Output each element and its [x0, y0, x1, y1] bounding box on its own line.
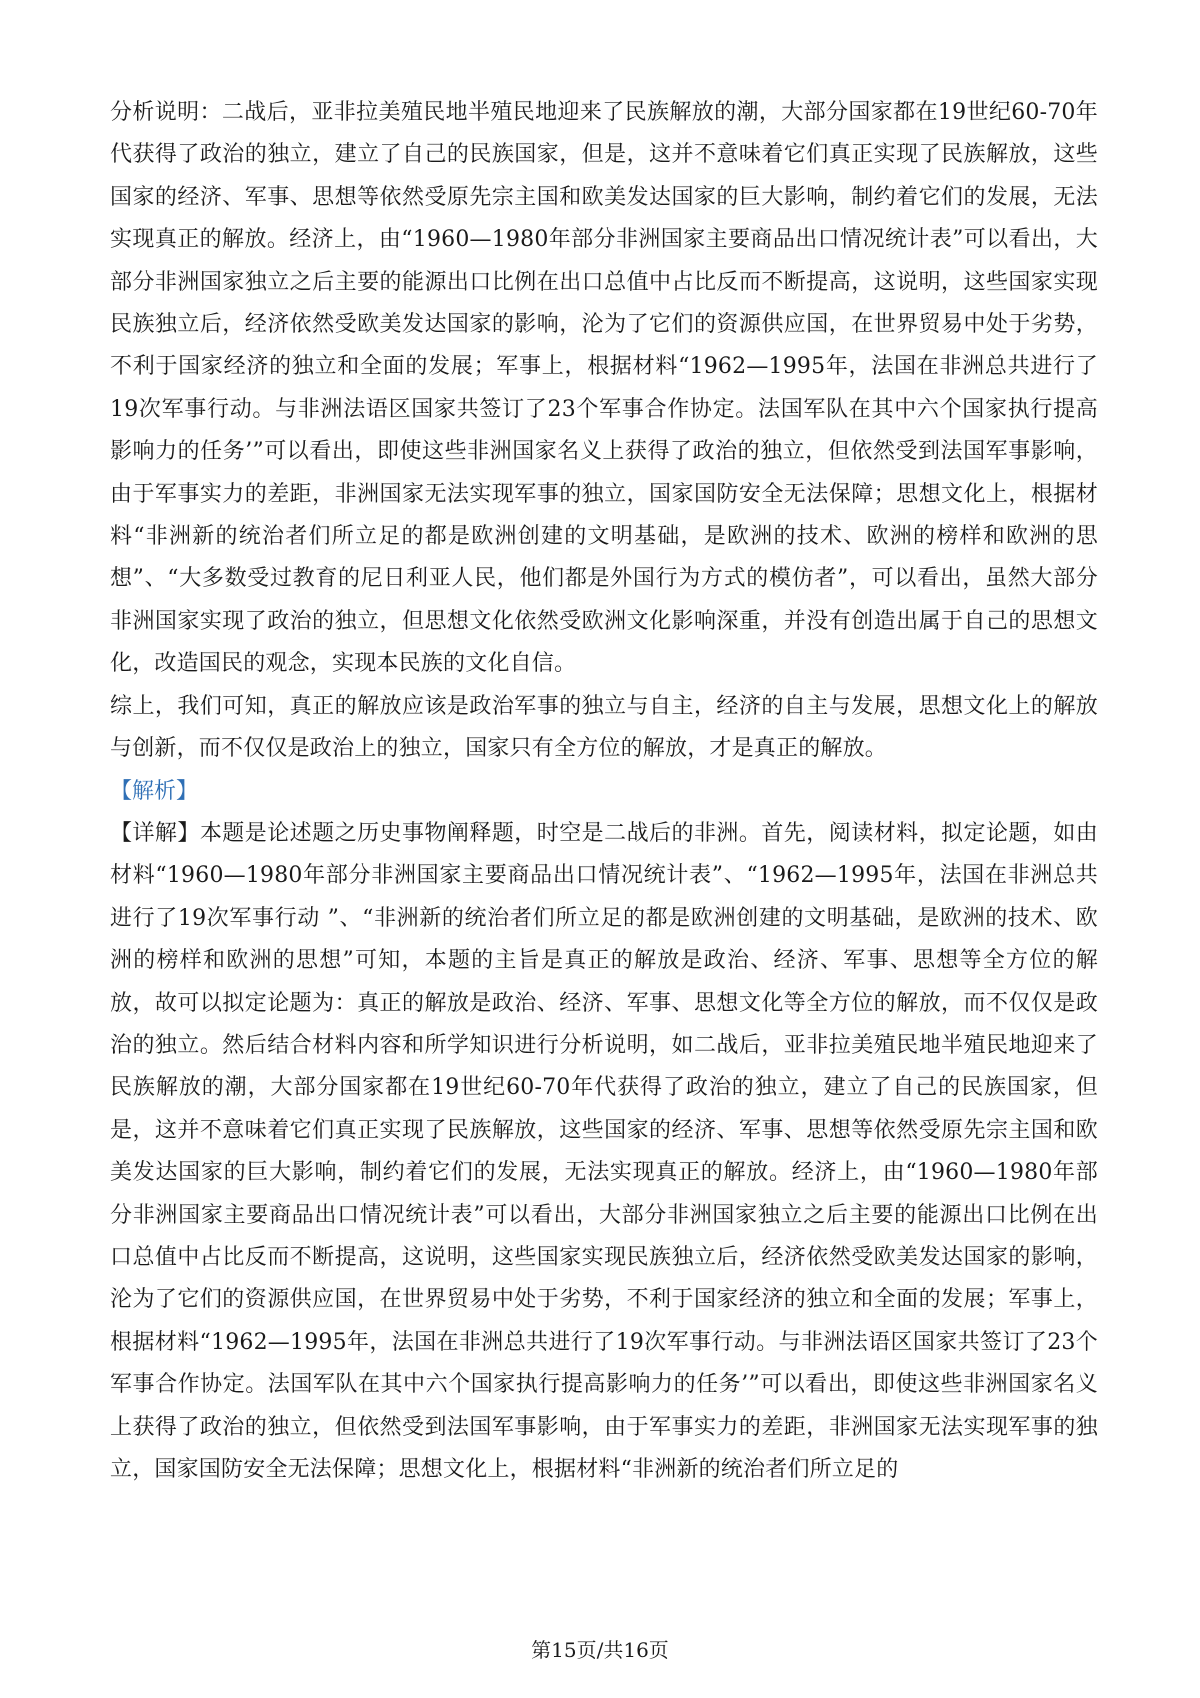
page-footer: [0, 1634, 1200, 1663]
analysis-section-label: 【解析】: [110, 778, 199, 804]
analysis-paragraph: 分析说明：二战后，亚非拉美殖民地半殖民地迎来了民族解放的潮，大部分国家都在19世纪60-70年代获得了政治的独立，建立了自己的民族国家，但是，这并不意味着它们真正实现了民族解放，这些国家的经济、军事、思想等依然受原先宗主国和欧美发达国家的巨大影响，制约着它们的发展，无法实现真正的解放。经济上，由“1960—1980年部分非洲国家主要商品出口情况统计表”可以看出，大部分非洲国家独立之后主要的能源出口比例在出口总值中占比反而不断提高，这说明，这些国家实现民族独立后，经济依然受欧美发达国家的影响，沦为了它们的资源供应国，在世界贸易中处于劣势，不利于国家经济的独立和全面的发展；军事上，根据材料“1962—1995年，法国在非洲总共进行了19次军事行动。与非洲法语区国家共签订了23个军事合作协定。法国军队在其中六个国家执行提高影响力的任务’”可以看出，即使这些非洲国家名义上获得了政治的独立，但依然受到法国军事影响，由于军事实力的差距，非洲国家无法实现军事的独立，国家国防安全无法保障；思想文化上，根据材料“非洲新的统治者们所立足的都是欧洲创建的文明基础，是欧洲的技术、欧洲的榜样和欧洲的思想”、“大多数受过教育的尼日利亚人民，他们都是外国行为方式的模仿者”，可以看出，虽然大部分非洲国家实现了政治的独立，但思想文化依然受欧洲文化影响深重，并没有创造出属于自己的思想文化，改造国民的观念，实现本民族的文化自信。: [110, 100, 1098, 677]
document-body: [110, 92, 1098, 1491]
summary-paragraph: 综上，我们可知，真正的解放应该是政治军事的独立与自主，经济的自主与发展，思想文化上的解放与创新，而不仅仅是政治上的独立，国家只有全方位的解放，才是真正的解放。: [110, 693, 1098, 762]
page-indicator: 第15页/共16页: [531, 1638, 669, 1662]
detail-paragraph: 【详解】本题是论述题之历史事物阐释题，时空是二战后的非洲。首先，阅读材料，拟定论题，如由材料“1960—1980年部分非洲国家主要商品出口情况统计表”、“1962—1995年，法国在非洲总共进行了19次军事行动 ”、“非洲新的统治者们所立足的都是欧洲创建的文明基础，是欧洲的技术、欧洲的榜样和欧洲的思想”可知，本题的主旨是真正的解放是政治、经济、军事、思想等全方位的解放，故可以拟定论题为：真正的解放是政治、经济、军事、思想文化等全方位的解放，而不仅仅是政治的独立。然后结合材料内容和所学知识进行分析说明，如二战后，亚非拉美殖民地半殖民地迎来了民族解放的潮，大部分国家都在19世纪60-70年代获得了政治的独立，建立了自己的民族国家，但是，这并不意味着它们真正实现了民族解放，这些国家的经济、军事、思想等依然受原先宗主国和欧美发达国家的巨大影响，制约着它们的发展，无法实现真正的解放。经济上，由“1960—1980年部分非洲国家主要商品出口情况统计表”可以看出，大部分非洲国家独立之后主要的能源出口比例在出口总值中占比反而不断提高，这说明，这些国家实现民族独立后，经济依然受欧美发达国家的影响，沦为了它们的资源供应国，在世界贸易中处于劣势，不利于国家经济的独立和全面的发展；军事上，根据材料“1962—1995年，法国在非洲总共进行了19次军事行动。与非洲法语区国家共签订了23个军事合作协定。法国军队在其中六个国家执行提高影响力的任务’”可以看出，即使这些非洲国家名义上获得了政治的独立，但依然受到法国军事影响，由于军事实力的差距，非洲国家无法实现军事的独立，国家国防安全无法保障；思想文化上，根据材料“非洲新的统治者们所立足的: [110, 820, 1098, 1482]
